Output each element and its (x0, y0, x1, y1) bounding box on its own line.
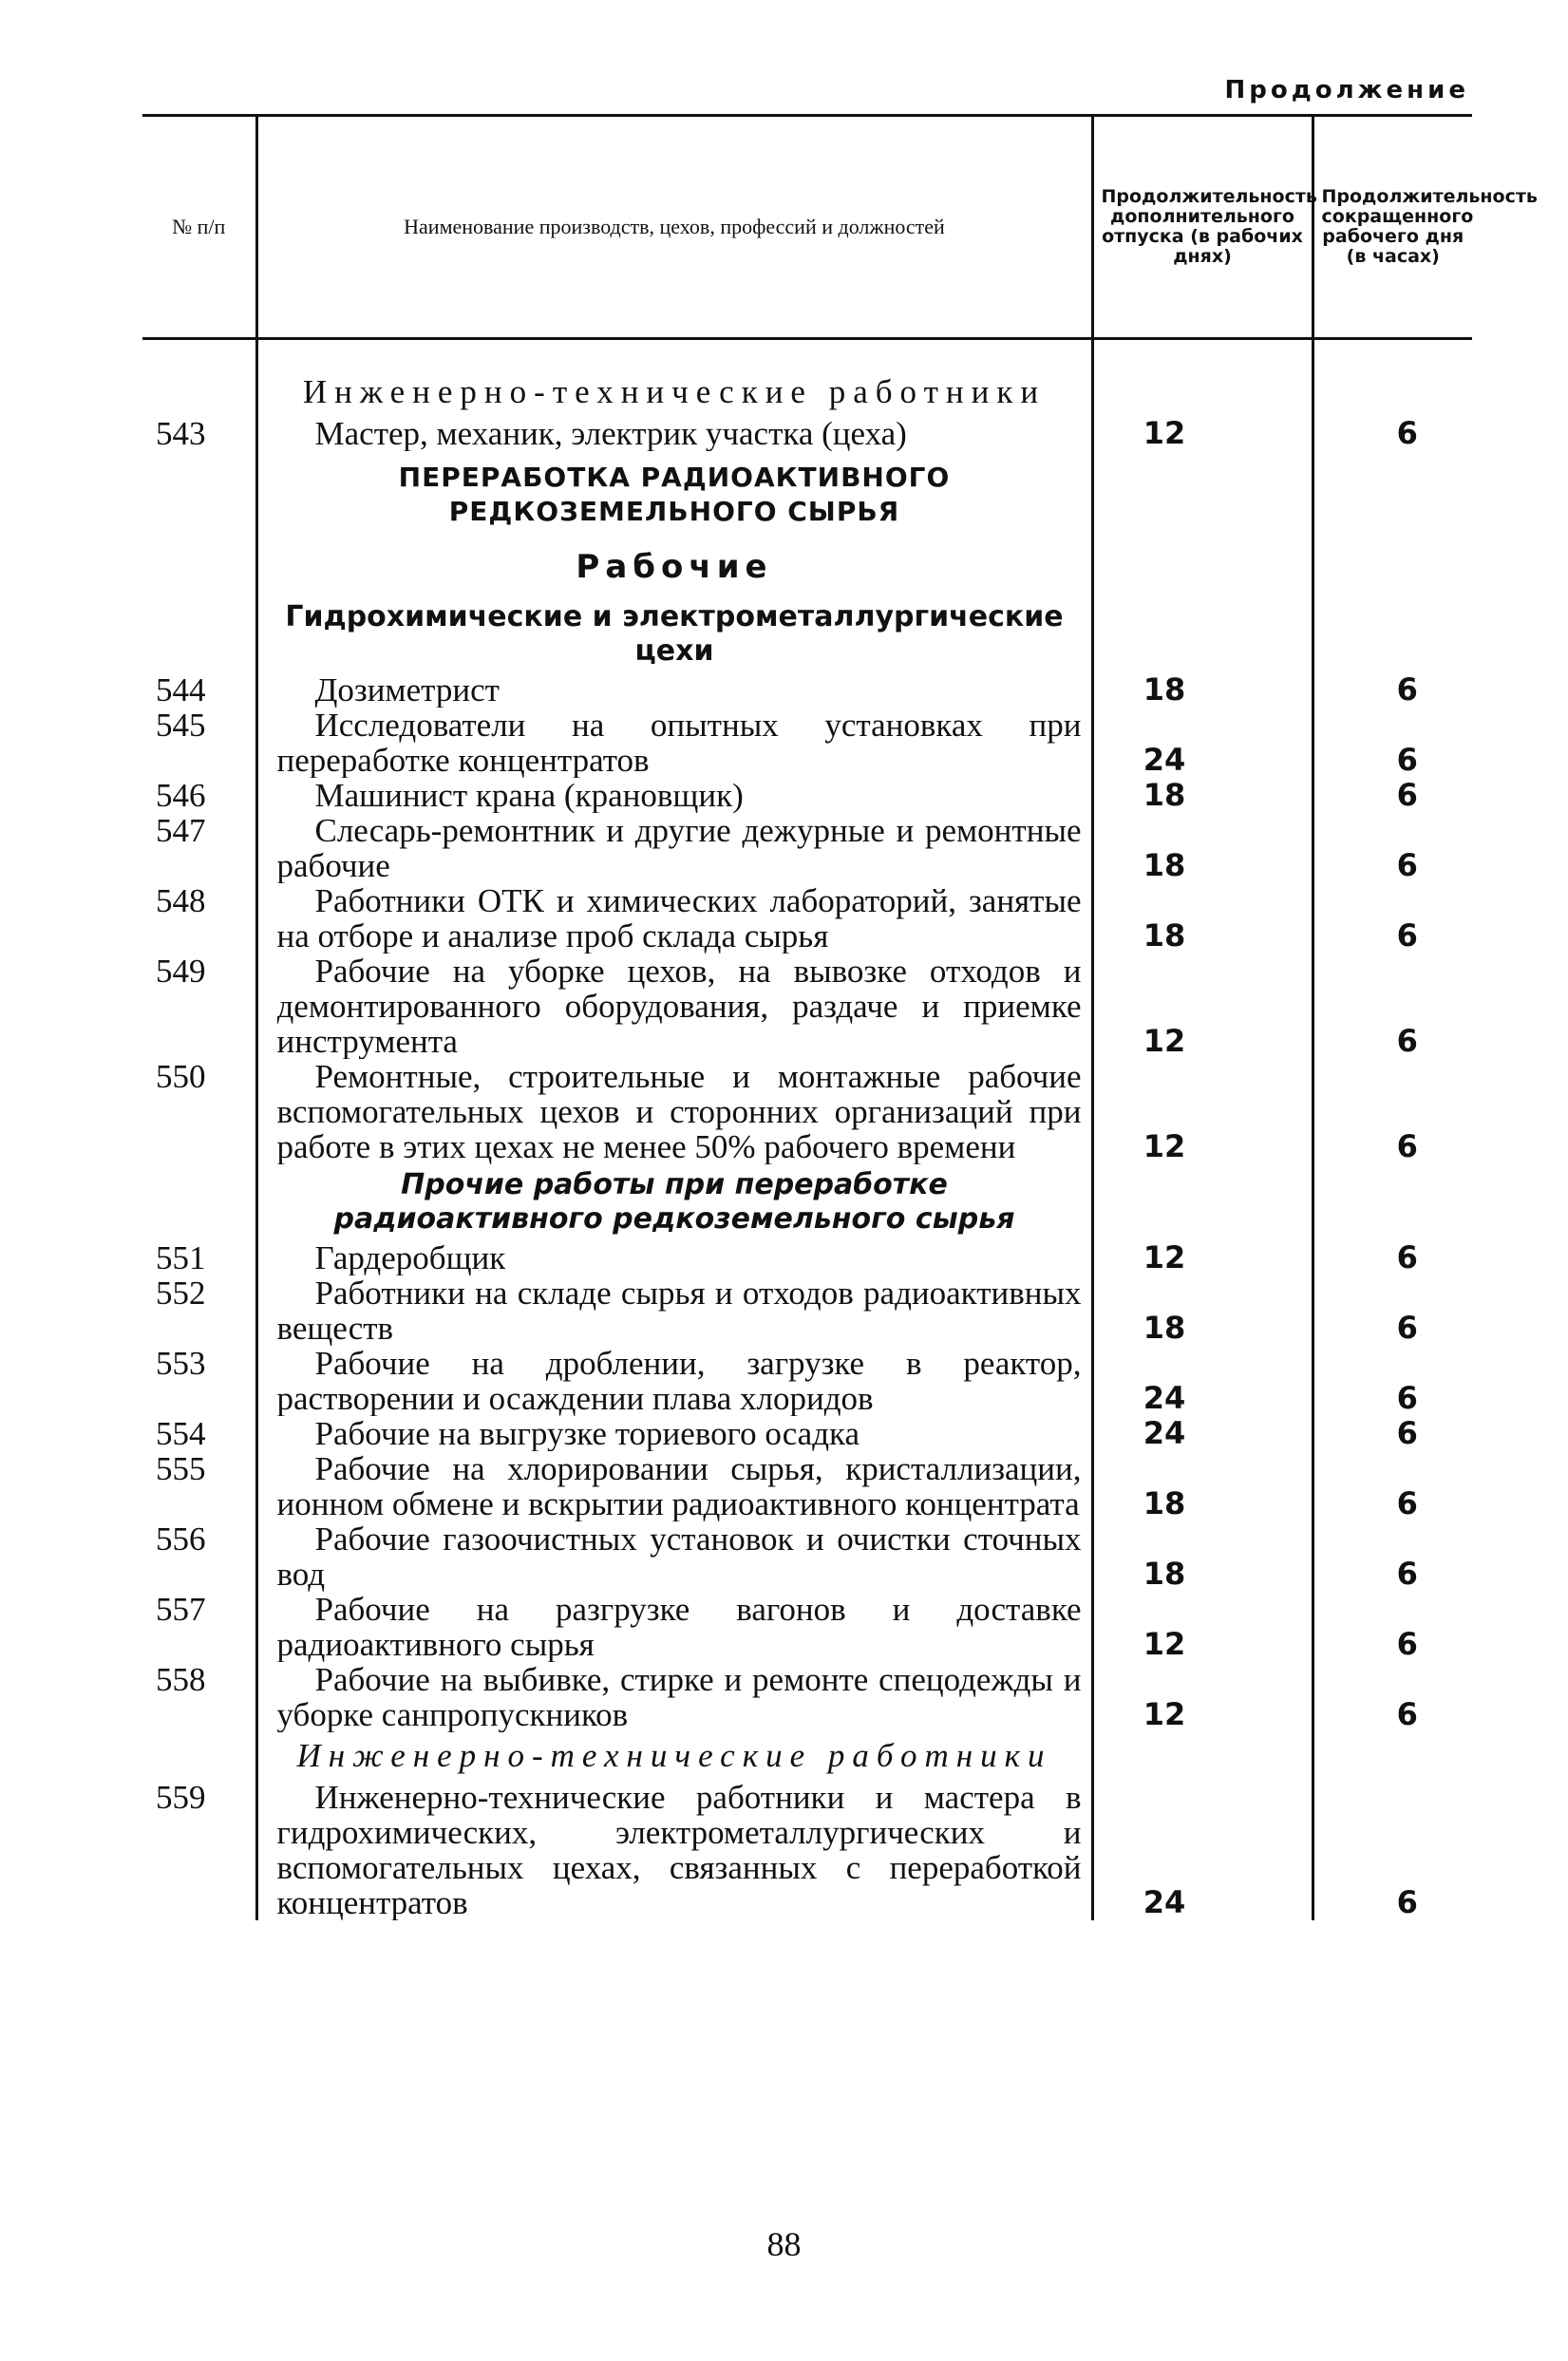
reduced-hours: 6 (1313, 1662, 1472, 1732)
table-row (142, 416, 1472, 451)
vacation-days: 12 (1092, 1662, 1313, 1732)
section-heading: Рабочие (576, 548, 773, 586)
hours-empty (1313, 1164, 1472, 1240)
profession-name: Рабочие на хлорировании сырья, кристаллизации, ионном обмене и вскрытии радиоактивного концентрата (276, 1451, 1082, 1521)
section-heading-cell (256, 1732, 1092, 1780)
vacation-days: 24 (1092, 1416, 1313, 1451)
header-name: Наименование производств, цехов, профессий и должностей (256, 116, 1092, 339)
section-heading-row (142, 1732, 1472, 1780)
row-number: 551 (156, 1239, 206, 1276)
vacation-days: 12 (1092, 416, 1313, 451)
vacation-days: 12 (1092, 954, 1313, 1059)
reduced-hours: 6 (1313, 1059, 1472, 1164)
section-heading-cell (256, 538, 1092, 596)
profession-name-cell (256, 672, 1092, 708)
row-number: 544 (156, 671, 206, 708)
table-row (142, 1780, 1472, 1920)
row-number-empty (142, 368, 256, 416)
vacation-days: 12 (1092, 1240, 1313, 1275)
section-heading-row (142, 1164, 1472, 1240)
section-heading-cell (256, 451, 1092, 538)
hours-empty (1313, 596, 1472, 672)
vacation-days: 18 (1092, 1521, 1313, 1592)
profession-name: Рабочие на разгрузке вагонов и доставке радиоактивного сырья (276, 1592, 1082, 1662)
profession-name-cell (256, 708, 1092, 778)
profession-name-cell (256, 1662, 1092, 1732)
table-row (142, 1416, 1472, 1451)
vacation-empty (1092, 538, 1313, 596)
row-number: 550 (156, 1058, 206, 1095)
profession-name: Слесарь-ремонтник и другие дежурные и ремонтные рабочие (276, 813, 1082, 883)
vacation-empty (1092, 596, 1313, 672)
hours-empty (1313, 1732, 1472, 1780)
profession-name: Рабочие на выгрузке ториевого осадка (314, 1416, 860, 1451)
profession-name-wrap (277, 1592, 1082, 1662)
profession-name: Рабочие газоочистных установок и очистки сточных вод (276, 1521, 1082, 1592)
profession-name-cell (256, 1592, 1092, 1662)
profession-name-wrap (277, 813, 1082, 883)
profession-name-wrap (277, 672, 1082, 708)
profession-name-wrap (277, 1780, 1082, 1920)
table-body (142, 339, 1472, 1921)
profession-name-cell (256, 416, 1092, 451)
profession-name-wrap (277, 1346, 1082, 1416)
table-row (142, 1451, 1472, 1521)
profession-name-cell (256, 954, 1092, 1059)
profession-name: Дозиметрист (314, 672, 500, 708)
row-number: 545 (156, 707, 206, 744)
profession-name-cell (256, 778, 1092, 813)
profession-name-wrap (277, 954, 1082, 1059)
profession-name-cell (256, 1275, 1092, 1346)
profession-name-wrap (277, 1416, 1082, 1451)
reduced-hours: 6 (1313, 416, 1472, 451)
table-row (142, 778, 1472, 813)
vacation-empty (1092, 368, 1313, 416)
profession-name-wrap (277, 708, 1082, 778)
header-hours: Продолжительность сокращенного рабочего дня (в часах) (1313, 116, 1472, 339)
profession-name-wrap (277, 883, 1082, 954)
reduced-hours: 6 (1313, 1451, 1472, 1521)
row-number: 557 (156, 1591, 206, 1628)
profession-name-cell (256, 1521, 1092, 1592)
reduced-hours: 6 (1313, 1521, 1472, 1592)
profession-name-wrap (277, 1059, 1082, 1164)
vacation-days: 18 (1092, 778, 1313, 813)
table-row (142, 883, 1472, 954)
profession-name-cell (256, 1780, 1092, 1920)
section-heading: Прочие работы при переработке радиоактивного редкоземельного сырья (333, 1168, 1015, 1236)
page-number: 88 (766, 2225, 802, 2263)
row-number-empty (142, 1164, 256, 1240)
profession-name-wrap (277, 416, 1082, 451)
profession-name-wrap (277, 1451, 1082, 1521)
row-number: 553 (156, 1345, 206, 1382)
reduced-hours: 6 (1313, 1346, 1472, 1416)
table-row (142, 672, 1472, 708)
header-vacation: Продолжительность дополнительного отпуска (в рабочих днях) (1092, 116, 1313, 339)
row-number: 546 (156, 777, 206, 814)
row-number: 556 (156, 1520, 206, 1558)
vacation-empty (1092, 1164, 1313, 1240)
row-number: 555 (156, 1450, 206, 1487)
table-row (142, 1592, 1472, 1662)
vacation-days: 18 (1092, 1451, 1313, 1521)
profession-name: Машинист крана (крановщик) (314, 778, 744, 813)
vacation-days: 18 (1092, 813, 1313, 883)
profession-name-cell (256, 1416, 1092, 1451)
reduced-hours: 6 (1313, 672, 1472, 708)
table-row (142, 954, 1472, 1059)
row-number-empty (142, 1732, 256, 1780)
profession-name: Исследователи на опытных установках при переработке концентратов (276, 708, 1082, 778)
reduced-hours: 6 (1313, 954, 1472, 1059)
vacation-days: 12 (1092, 1592, 1313, 1662)
table-row (142, 1059, 1472, 1164)
vacation-days: 18 (1092, 1275, 1313, 1346)
reduced-hours: 6 (1313, 1416, 1472, 1451)
section-heading-row (142, 538, 1472, 596)
hours-empty (1313, 368, 1472, 416)
profession-name-cell (256, 1346, 1092, 1416)
header-number: № п/п (142, 116, 256, 339)
vacation-days: 12 (1092, 1059, 1313, 1164)
row-number-empty (142, 538, 256, 596)
table-row (142, 1662, 1472, 1732)
row-number-empty (142, 451, 256, 538)
profession-name: Инженерно-технические работники и мастера в гидрохимических, электрометаллургических и вспомогательных цехах, связанных с переработкой концентратов (276, 1780, 1082, 1920)
vacation-days: 24 (1092, 1780, 1313, 1920)
row-number: 558 (156, 1661, 206, 1698)
hours-empty (1313, 451, 1472, 538)
vacation-empty (1092, 451, 1313, 538)
table-row (142, 708, 1472, 778)
table-header-row (142, 116, 1472, 339)
vacation-days: 24 (1092, 1346, 1313, 1416)
table-row (142, 1275, 1472, 1346)
profession-name: Гардеробщик (314, 1240, 506, 1275)
vacation-empty (1092, 1732, 1313, 1780)
table-spacer-row (142, 339, 1472, 369)
section-heading-row (142, 596, 1472, 672)
reduced-hours: 6 (1313, 1592, 1472, 1662)
professions-table (142, 114, 1538, 1920)
hours-empty (1313, 538, 1472, 596)
profession-name-cell (256, 1240, 1092, 1275)
profession-name-cell (256, 1059, 1092, 1164)
vacation-days: 24 (1092, 708, 1313, 778)
row-number: 543 (156, 415, 206, 452)
row-number: 548 (156, 882, 206, 919)
profession-name-wrap (277, 1662, 1082, 1732)
table-row (142, 1240, 1472, 1275)
continuation-label: Продолжение (1224, 76, 1469, 104)
reduced-hours: 6 (1313, 708, 1472, 778)
section-heading: ПЕРЕРАБОТКА РАДИОАКТИВНОГО РЕДКОЗЕМЕЛЬНОГО СЫРЬЯ (398, 462, 951, 527)
profession-name: Мастер, механик, электрик участка (цеха) (314, 416, 907, 451)
profession-name: Работники ОТК и химических лабораторий, занятые на отборе и анализе проб склада сырья (276, 883, 1082, 954)
table-row (142, 1521, 1472, 1592)
section-heading: Гидрохимические и электрометаллургические цехи (285, 600, 1064, 668)
table-row (142, 813, 1472, 883)
profession-name: Рабочие на уборке цехов, на вывозке отходов и демонтированного оборудования, раздаче и приемке инструмента (276, 954, 1082, 1059)
vacation-days: 18 (1092, 672, 1313, 708)
reduced-hours: 6 (1313, 1240, 1472, 1275)
profession-name: Ремонтные, строительные и монтажные рабочие вспомогательных цехов и сторонних организаций при работе в этих цехах не менее 50% рабочего времени (276, 1059, 1082, 1164)
section-heading-row (142, 451, 1472, 538)
vacation-days: 18 (1092, 883, 1313, 954)
profession-name-cell (256, 1451, 1092, 1521)
profession-name-cell (256, 813, 1092, 883)
section-heading-cell (256, 1164, 1092, 1240)
profession-name-cell (256, 883, 1092, 954)
reduced-hours: 6 (1313, 883, 1472, 954)
section-heading: Инженерно-технические работники (296, 1737, 1052, 1774)
reduced-hours: 6 (1313, 1275, 1472, 1346)
reduced-hours: 6 (1313, 778, 1472, 813)
row-number: 552 (156, 1275, 206, 1312)
section-heading-cell (256, 368, 1092, 416)
profession-name-wrap (277, 1521, 1082, 1592)
section-heading-cell (256, 596, 1092, 672)
row-number: 547 (156, 812, 206, 849)
profession-name-wrap (277, 1240, 1082, 1275)
profession-name: Рабочие на дроблении, загрузке в реактор, растворении и осаждении плава хлоридов (276, 1346, 1082, 1416)
row-number: 549 (156, 953, 206, 990)
reduced-hours: 6 (1313, 1780, 1472, 1920)
row-number: 554 (156, 1415, 206, 1452)
row-number-empty (142, 596, 256, 672)
table-row (142, 1346, 1472, 1416)
profession-name-wrap (277, 778, 1082, 813)
profession-name: Работники на складе сырья и отходов радиоактивных веществ (276, 1275, 1082, 1346)
row-number: 559 (156, 1779, 206, 1816)
section-heading-row (142, 368, 1472, 416)
section-heading: Инженерно-технические работники (302, 373, 1047, 410)
profession-name: Рабочие на выбивке, стирке и ремонте спецодежды и уборке санпропускников (276, 1662, 1082, 1732)
reduced-hours: 6 (1313, 813, 1472, 883)
profession-name-wrap (277, 1275, 1082, 1346)
